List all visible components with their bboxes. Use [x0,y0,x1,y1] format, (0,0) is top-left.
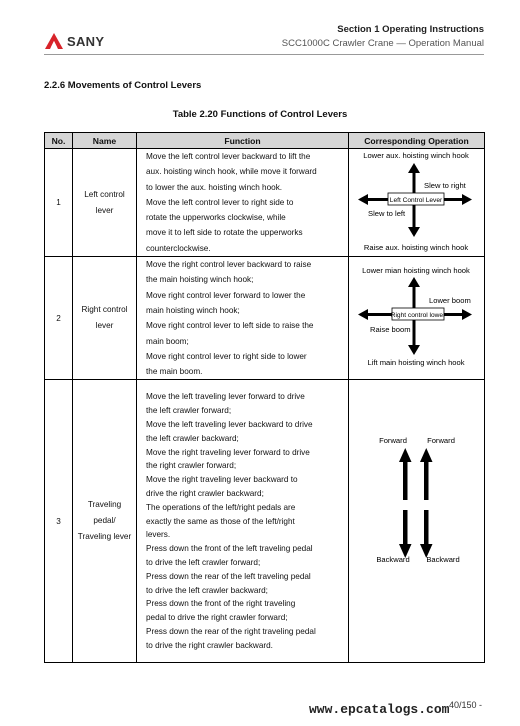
row-name: Right control lever [73,257,137,380]
op-right-label: Slew to right [424,181,466,191]
table-header-row [45,133,485,149]
op-backward-left-label: Backward [376,555,410,565]
manual-title: SCC1000C Crawler Crane — Operation Manual [281,38,484,49]
page-number: 40/150 - [449,700,483,710]
left-lever-operation-diagram [349,149,484,256]
header-divider [44,54,484,55]
op-left-label: Raise boom [370,324,411,334]
row-name: Left control lever [73,149,137,257]
table-row [45,149,485,257]
sany-logo [44,32,104,50]
op-forward-left-label: Forward [379,436,407,446]
op-center-label: Left Control Lever [389,197,443,205]
row-number: 3 [45,380,73,663]
table-row [45,257,485,380]
right-lever-operation-diagram [349,260,484,377]
traveling-operation-diagram [349,380,484,662]
table-caption: Table 2.20 Functions of Control Levers [172,109,348,120]
row-function: Move the left control lever backward to lift the aux. hoisting winch hook, while move it forward to lower the aux. hoisting winch hook. Move the left control lever to right side to rotate the upperworks clockwise, while move it to left side to rotate the upperworks counterclockwise. [137,149,349,257]
brand-name: SANY [67,33,105,49]
op-bottom-label: Raise aux. hoisting winch hook [363,243,469,253]
row-number: 1 [45,149,73,257]
row-function: Move the left traveling lever forward to drive the left crawler forward; Move the left traveling lever backward to drive the left crawler backward; Move the right traveling lever forward to drive the right crawler forward; Move the right traveling lever backward to drive the right crawler backward; The operations of the left/right pedals are exactly the same as those of the left/right levers. Press down the front of the left traveling pedal to drive the left crawler forward; Press down the rear of the left traveling pedal to drive the left crawler backward; Press down the front of the right traveling pedal to drive the right crawler forward; Press down the rear of the right traveling pedal to drive the right crawler backward. [137,380,349,663]
op-right-label: Lower boom [429,295,471,305]
op-backward-right-label: Backward [426,555,460,565]
op-top-label: Lower mian hoisting winch hook [362,265,470,275]
row-operation [349,257,485,380]
header-no: No. [45,133,73,149]
section-title: Section 1 Operating Instructions [337,24,484,35]
control-levers-table [44,132,485,663]
op-forward-right-label: Forward [427,436,455,446]
op-left-label: Slew to left [368,209,406,219]
op-top-label: Lower aux. hoisting winch hook [363,151,469,161]
sany-logo-icon [44,32,64,50]
header-operation: Corresponding Operation [349,133,485,149]
footer-url: www.epcatalogs.com [309,702,450,717]
row-operation [349,149,485,257]
op-center-label: Right control lower [390,311,446,319]
table-row [45,380,485,663]
row-number: 2 [45,257,73,380]
header-function: Function [137,133,349,149]
row-name: Traveling pedal/ Traveling lever [73,380,137,663]
section-heading: 2.2.6 Movements of Control Levers [44,80,202,91]
row-operation [349,380,485,663]
op-bottom-label: Lift main hoisting winch hook [367,357,465,367]
header-name: Name [73,133,137,149]
row-function: Move the right control lever backward to raise the main hoisting winch hook; Move right control lever forward to lower the main hoisting winch hook; Move right control lever to left side to raise the main boom; Move right control lever to right side to lower the main boom. [137,257,349,380]
